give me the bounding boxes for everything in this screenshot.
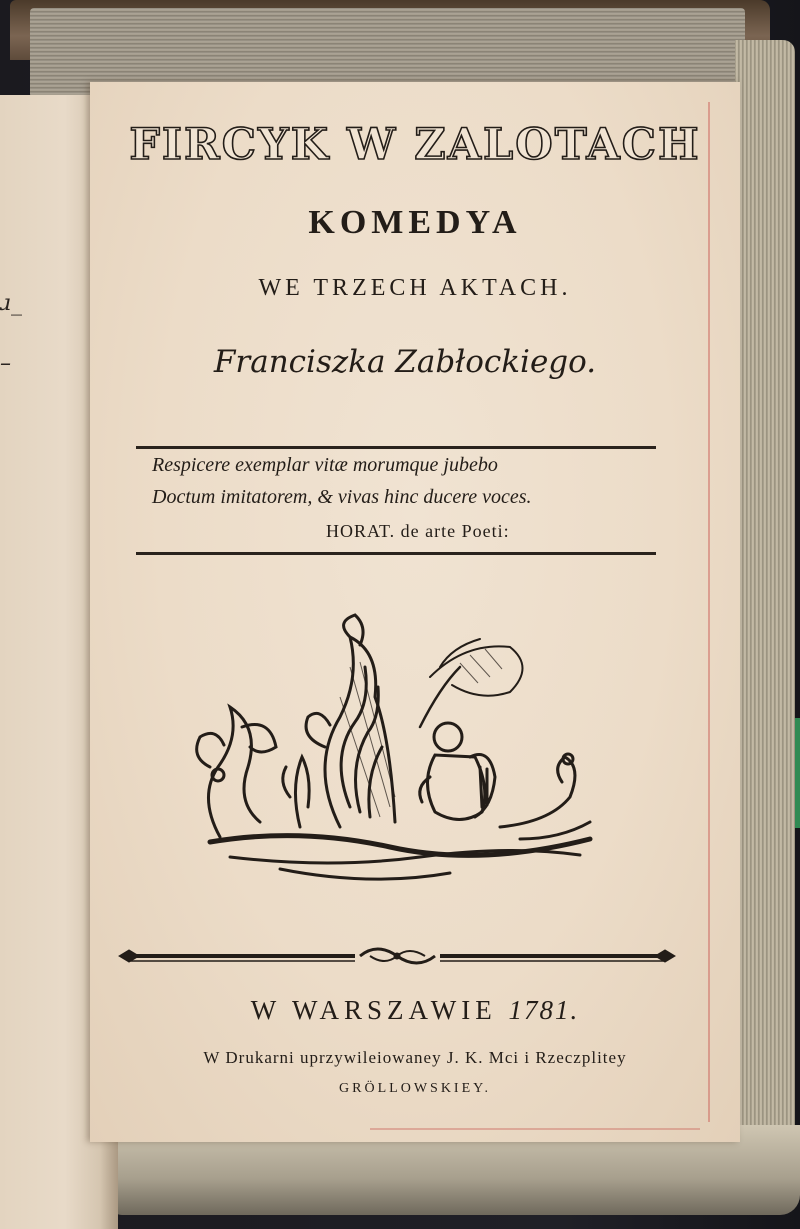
rule-bottom bbox=[136, 552, 656, 555]
motto-line-1: Respicere exemplar vitæ morumque jubebo bbox=[152, 454, 498, 476]
cherub-vignette-illustration bbox=[190, 607, 610, 892]
page-edges-right bbox=[735, 40, 795, 1160]
book-subtitle: KOMEDYA bbox=[308, 204, 522, 241]
imprint-year: 1781. bbox=[508, 995, 580, 1025]
author-name: Franciszka Zabłockiego. bbox=[213, 344, 597, 380]
title-page bbox=[90, 82, 740, 1142]
ornamental-rule bbox=[115, 944, 680, 968]
red-page-edge-bottom bbox=[370, 1128, 700, 1130]
imprint-printer-name: GRÖLLOWSKIEY. bbox=[339, 1081, 491, 1096]
rule-top bbox=[136, 446, 656, 449]
book-title: FIRCYK W ZALOTACH bbox=[129, 120, 701, 170]
imprint-place-line bbox=[90, 995, 740, 1026]
imprint-place: W WARSZAWIE bbox=[250, 995, 497, 1025]
acts-line: WE TRZECH AKTACH. bbox=[258, 275, 572, 301]
red-page-edge bbox=[708, 102, 710, 1122]
motto-attribution: HORAT. de arte Poeti: bbox=[326, 521, 510, 541]
left-page-mark: – bbox=[0, 351, 11, 376]
left-page-mark: ɹ_ bbox=[0, 291, 23, 316]
motto-line-2: Doctum imitatorem, & vivas hinc ducere voces. bbox=[152, 486, 532, 508]
imprint-printer: W Drukarni uprzywileiowaney J. K. Mci i Rzeczplitey bbox=[203, 1048, 627, 1067]
